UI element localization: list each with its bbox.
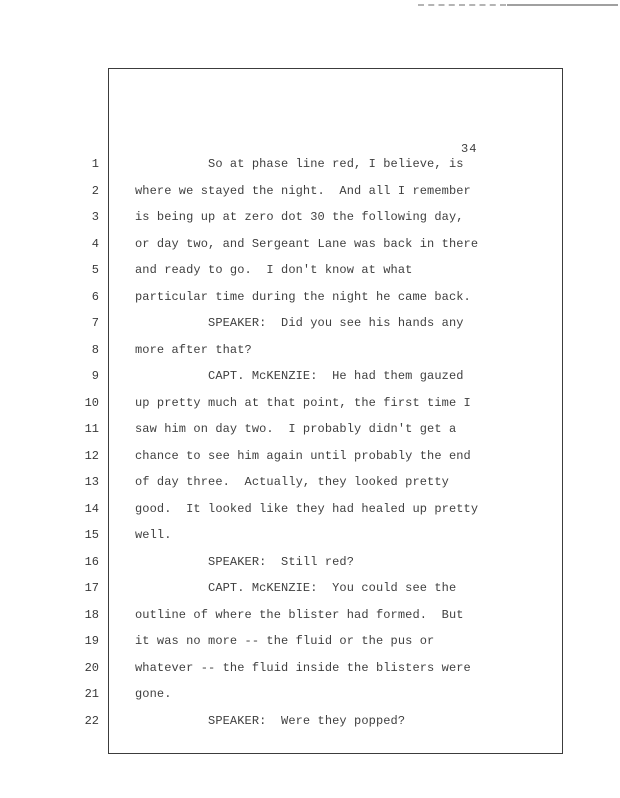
- line-text: whatever -- the fluid inside the blisters were: [135, 660, 471, 675]
- transcript-line: [0, 443, 620, 470]
- transcript-line: [0, 310, 620, 337]
- line-text: it was no more -- the fluid or the pus or: [135, 634, 435, 648]
- line-text: CAPT. McKENZIE: He had them gauzed: [135, 369, 464, 383]
- line-number: 13: [84, 475, 99, 489]
- line-number: 17: [84, 581, 99, 595]
- transcript-line: [0, 602, 620, 629]
- line-number: 7: [91, 316, 99, 330]
- line-text: CAPT. McKENZIE: You could see the: [135, 581, 457, 595]
- line-number: 18: [84, 607, 99, 622]
- line-number: 22: [84, 713, 99, 728]
- transcript-line: [0, 628, 620, 655]
- transcript-rows: [0, 151, 620, 734]
- line-text: up pretty much at that point, the first time I: [135, 395, 471, 410]
- line-text: gone.: [135, 687, 172, 701]
- line-text: saw him on day two. I probably didn't get a: [135, 422, 457, 436]
- transcript-line: [0, 231, 620, 258]
- line-number: 11: [84, 422, 99, 436]
- line-text: SPEAKER: Did you see his hands any: [135, 316, 464, 330]
- line-text: chance to see him again until probably the end: [135, 448, 471, 463]
- line-text: is being up at zero dot 30 the following day,: [135, 210, 464, 224]
- transcript-line: [0, 708, 620, 735]
- line-text: where we stayed the night. And all I remember: [135, 183, 471, 198]
- line-number: 5: [91, 263, 99, 277]
- transcript-line: [0, 363, 620, 390]
- line-text: more after that?: [135, 342, 252, 357]
- line-text: SPEAKER: Still red?: [135, 554, 355, 569]
- transcript-line: [0, 575, 620, 602]
- line-text: and ready to go. I don't know at what: [135, 263, 413, 277]
- line-number: 14: [84, 501, 99, 516]
- line-number: 8: [91, 342, 99, 357]
- transcript-line: [0, 655, 620, 682]
- line-text: outline of where the blister had formed. But: [135, 607, 464, 622]
- line-number: 4: [91, 236, 99, 251]
- transcript-line: [0, 257, 620, 284]
- transcript-line: [0, 416, 620, 443]
- scan-artifact-solid-line: [507, 4, 618, 6]
- line-text: of day three. Actually, they looked pretty: [135, 475, 449, 489]
- line-number: 16: [84, 554, 99, 569]
- transcript-line: [0, 204, 620, 231]
- line-text: So at phase line red, I believe, is: [135, 157, 464, 171]
- line-text: well.: [135, 528, 172, 542]
- transcript-line: [0, 496, 620, 523]
- scan-artifact-dashed-line: [418, 4, 506, 6]
- transcript-line: [0, 522, 620, 549]
- transcript-line: [0, 284, 620, 311]
- line-text: or day two, and Sergeant Lane was back in there: [135, 236, 479, 251]
- line-number: 15: [84, 528, 99, 542]
- line-number: 19: [84, 634, 99, 648]
- line-text: SPEAKER: Were they popped?: [135, 713, 406, 728]
- line-number: 2: [91, 183, 99, 198]
- line-number: 20: [84, 660, 99, 675]
- transcript-line: [0, 681, 620, 708]
- line-number: 21: [84, 687, 99, 701]
- transcript-line: [0, 337, 620, 364]
- transcript-line: [0, 469, 620, 496]
- transcript-line: [0, 151, 620, 178]
- transcript-line: [0, 390, 620, 417]
- line-number: 9: [91, 369, 99, 383]
- page-number: 34: [461, 142, 478, 156]
- transcript-line: [0, 549, 620, 576]
- line-number: 3: [91, 210, 99, 224]
- line-text: particular time during the night he came back.: [135, 289, 471, 304]
- line-number: 12: [84, 448, 99, 463]
- line-number: 10: [84, 395, 99, 410]
- line-number: 6: [91, 289, 99, 304]
- line-text: good. It looked like they had healed up pretty: [135, 501, 479, 516]
- transcript-line: [0, 178, 620, 205]
- line-number: 1: [91, 157, 99, 171]
